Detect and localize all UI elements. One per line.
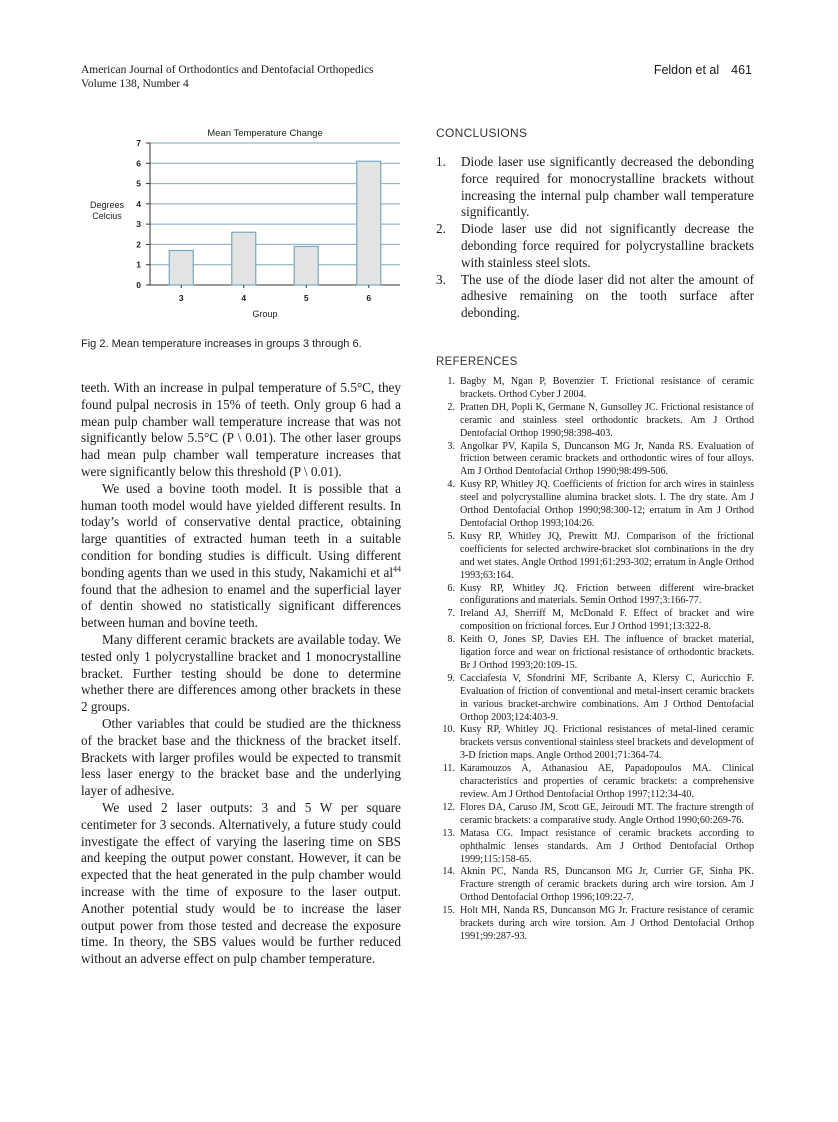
conclusion-item-text: The use of the diode laser did not alter the amount of adhesive remaining on the tooth surface after debonding.: [461, 271, 754, 321]
reference-item-number: 14.: [442, 866, 455, 878]
x-tick-label: 6: [366, 293, 372, 303]
reference-item-number: 3.: [447, 440, 455, 452]
bar: [357, 161, 381, 285]
reference-item-number: 11.: [442, 763, 455, 775]
journal-volume: Volume 138, Number 4: [81, 78, 189, 90]
y-axis-label-word: Degrees: [89, 200, 125, 210]
paragraph: teeth. With an increase in pulpal temperature of 5.5°C, they found pulpal necrosis in 15% of teeth. Only group 6 had a mean pulp chamber wall temperature increase that was not significantly below 5.5°C (P \ 0.01). The other laser groups had mean pulp chamber wall temperature increases that were significantly below this threshold (P \ 0.01).: [81, 380, 401, 479]
reference-item-text: Ireland AJ, Sherriff M, McDonald F. Effect of bracket and wire composition on frictional forces. Eur J Orthod 1991;13:322-8.: [460, 608, 754, 633]
conclusion-item-number: 3.: [436, 271, 446, 287]
reference-item: [436, 866, 754, 905]
bar-chart: [80, 120, 410, 330]
x-tick-label: 4: [241, 293, 247, 303]
reference-item-number: 9.: [447, 672, 455, 684]
reference-item-number: 1.: [447, 376, 455, 387]
citation-superscript: 44: [393, 564, 401, 574]
reference-item-text: Keith O, Jones SP, Davies EH. The influence of bracket material, ligation force and wear on frictional resistance of orthodontic brackets. Br J Orthod 1993;20:109-15.: [460, 634, 754, 671]
conclusion-item-number: 1.: [436, 154, 446, 169]
conclusion-item-text: Diode laser use did not significantly decrease the debonding force required for polycrystalline brackets with stainless steel slots.: [461, 221, 754, 270]
conclusion-item: [436, 221, 754, 271]
reference-item-text: Flores DA, Caruso JM, Scott GE, Jeiroudi MT. The fracture strength of ceramic brackets: a comparative study. Angle Orthod 1990;60:269-76.: [460, 801, 754, 826]
paragraph: [81, 481, 401, 632]
paragraph-text: found that the adhesion to enamel and the superficial layer of dentin showed no statistically significant differences between human and bovine teeth.: [81, 581, 401, 631]
reference-item: [436, 479, 754, 531]
references-list: [436, 376, 754, 944]
reference-item-number: 8.: [447, 634, 455, 646]
body-text-left-column: [81, 380, 401, 968]
y-tick-label: 4: [136, 198, 141, 209]
reference-item-text: Holt MH, Nanda RS, Duncanson MG Jr. Fracture resistance of ceramic brackets during arch wire torsion. Am J Orthod Dentofacial Orthop 1991;99:287-93.: [460, 905, 754, 942]
page-number: 461: [731, 63, 752, 77]
reference-item-text: Angolkar PV, Kapila S, Duncanson MG Jr, Nanda RS. Evaluation of friction between ceramic brackets and orthodontic wires of four alloys. Am J Orthod Dentofacial Orthop 1990;98:499-506.: [460, 440, 754, 478]
paragraph: We used 2 laser outputs: 3 and 5 W per square centimeter for 3 seconds. Alternatively, a future study could investigate the effect of varying the lasering time on SBS and keeping the output power constant. However, it can be expected that the heat generated in the pulp chamber would increase with the time of exposure to the laser output. Another potential study would be to increase the laser output power from those tested and decrease the exposure time. In theory, the SBS values would be further reduced without an adverse effect on pulp chamber temperature.: [81, 799, 401, 967]
conclusions-heading: CONCLUSIONS: [436, 126, 528, 140]
reference-item: [436, 402, 754, 441]
reference-item-text: Kusy RP, Whitley JQ. Friction between different wire-bracket configurations and materials. Semin Orthod 1997;3:166-77.: [460, 582, 754, 607]
chart-title: Mean Temperature Change: [207, 128, 323, 139]
reference-item-text: Kusy RP, Whitley JQ. Frictional resistances of metal-lined ceramic brackets versus conventional stainless steel brackets and development of 3-D friction maps. Angle Orthod 2001;71:364-74.: [460, 724, 754, 762]
conclusion-item-text: Diode laser use significantly decreased the debonding force required for monocrystalline brackets without increasing the internal pulp chamber wall temperature significantly.: [461, 154, 754, 220]
reference-item: [436, 802, 754, 828]
reference-item-text: Kusy RP, Whitley JQ, Prewitt MJ. Comparison of the frictional coefficients for selected archwire-bracket slot combinations in the dry and wet states. Angle Orthod 1991;61:293-302; erratum in Angle Orthod 1993;63:164.: [460, 530, 754, 581]
bar: [232, 232, 256, 285]
reference-item-text: Bagby M, Ngan P, Bovenzier T. Frictional resistance of ceramic brackets. Orthod Cyber J 2004.: [460, 376, 754, 400]
bar: [169, 251, 193, 285]
x-tick-label: 5: [303, 293, 309, 303]
reference-item-number: 10.: [442, 724, 455, 736]
references-heading: REFERENCES: [436, 356, 518, 368]
reference-item: [436, 583, 754, 609]
conclusions-list: [436, 154, 754, 322]
paragraph-text: We used a bovine tooth model. It is possible that a human tooth model would have yielded different results. In today’s world of conservative dental practice, obtaining large quantities of extracted human teeth in a suitable condition for bonding studies is difficult. Using different bonding agents than we used in this study, Nakamichi et al: [81, 480, 401, 580]
reference-item-text: Matasa CG. Impact resistance of ceramic brackets according to ophthalmic lenses standards. Am J Orthod Dentofacial Orthop 1999;115:158-65.: [460, 827, 754, 865]
paragraph: Many different ceramic brackets are available today. We tested only 1 polycrystalline bracket and 1 monocrystalline bracket. Further testing should be done to determine whether there are differences among other brackets in these 2 groups.: [81, 631, 401, 715]
reference-item: [436, 608, 754, 634]
x-axis-label: Group: [252, 309, 278, 319]
conclusion-item: [436, 154, 754, 221]
figure-caption: Fig 2. Mean temperature increases in groups 3 through 6.: [81, 338, 362, 350]
reference-item-number: 5.: [447, 530, 455, 542]
reference-item: [436, 905, 754, 944]
y-axis-label-word: Celcius: [92, 211, 122, 221]
y-tick-label: 2: [136, 239, 141, 250]
reference-item-text: Aknin PC, Nanda RS, Duncanson MG Jr, Currier GF, Sinha PK. Fracture strength of ceramic brackets during arch wire torsion. Am J Orthod Dentofacial Orthop 1996;109:22-7.: [460, 866, 754, 904]
reference-item-text: Kusy RP, Whitley JQ. Coefficients of friction for arch wires in stainless steel and polycrystalline alumina bracket slots. I. The dry state. Am J Orthod Dentofacial Orthop 1990;98:300-12; erratum in Am J Orthod Dentofacial Orthop 1993;104:26.: [460, 479, 754, 529]
reference-item-number: 7.: [447, 608, 455, 620]
y-tick-label: 6: [136, 158, 141, 169]
bar: [294, 246, 318, 285]
reference-item: [436, 441, 754, 480]
reference-item: [436, 673, 754, 725]
y-tick-label: 1: [136, 259, 141, 270]
reference-item: [436, 531, 754, 583]
journal-name: American Journal of Orthodontics and Dentofacial Orthopedics: [81, 64, 374, 76]
conclusion-item-number: 2.: [436, 221, 446, 237]
reference-item-text: Karamouzos A, Athanasiou AE, Papadopoulos MA. Clinical characteristics and properties of ceramic brackets: a comprehensive review. Am J Orthod Dentofacial Orthop 1997;112:34-40.: [460, 763, 754, 800]
running-header: [81, 63, 374, 91]
reference-item-text: Pratten DH, Popli K, Germane N, Gunsolley JC. Frictional resistance of ceramic and stainless steel orthodontic brackets. Am J Orthod Dentofacial Orthop 1990;98:398-403.: [460, 401, 754, 439]
reference-item-number: 15.: [442, 905, 455, 917]
reference-item-number: 6.: [447, 582, 455, 594]
y-tick-label: 3: [136, 219, 141, 230]
paragraph: Other variables that could be studied are the thickness of the bracket base and the thickness of the bracket itself. Brackets with larger profiles would be expected to transmit less laser energy to the bracket base and the underlying layer of adhesive.: [81, 715, 401, 799]
reference-item: [436, 634, 754, 673]
conclusion-item: [436, 272, 754, 322]
reference-item-number: 4.: [447, 479, 455, 491]
reference-item-number: 13.: [442, 827, 455, 839]
reference-item-text: Cacciafesta V, Sfondrini MF, Scribante A, Klersy C, Auricchio F. Evaluation of friction of conventional and metal-insert ceramic brackets in various bracket-archwire combinations. Am J Orthod Dentofacial Orthop 2003;124:403-9.: [460, 672, 754, 723]
reference-item: [436, 828, 754, 867]
reference-item: [436, 376, 754, 402]
reference-item: [436, 724, 754, 763]
author-line: Feldon et al: [653, 63, 720, 77]
reference-item: [436, 763, 754, 802]
y-tick-label: 5: [136, 178, 141, 189]
y-tick-label: 7: [136, 138, 141, 148]
x-tick-label: 3: [178, 293, 184, 303]
reference-item-number: 12.: [442, 801, 455, 813]
reference-item-number: 2.: [447, 401, 455, 413]
page-header-right: [642, 63, 752, 77]
y-tick-label: 0: [136, 280, 141, 290]
